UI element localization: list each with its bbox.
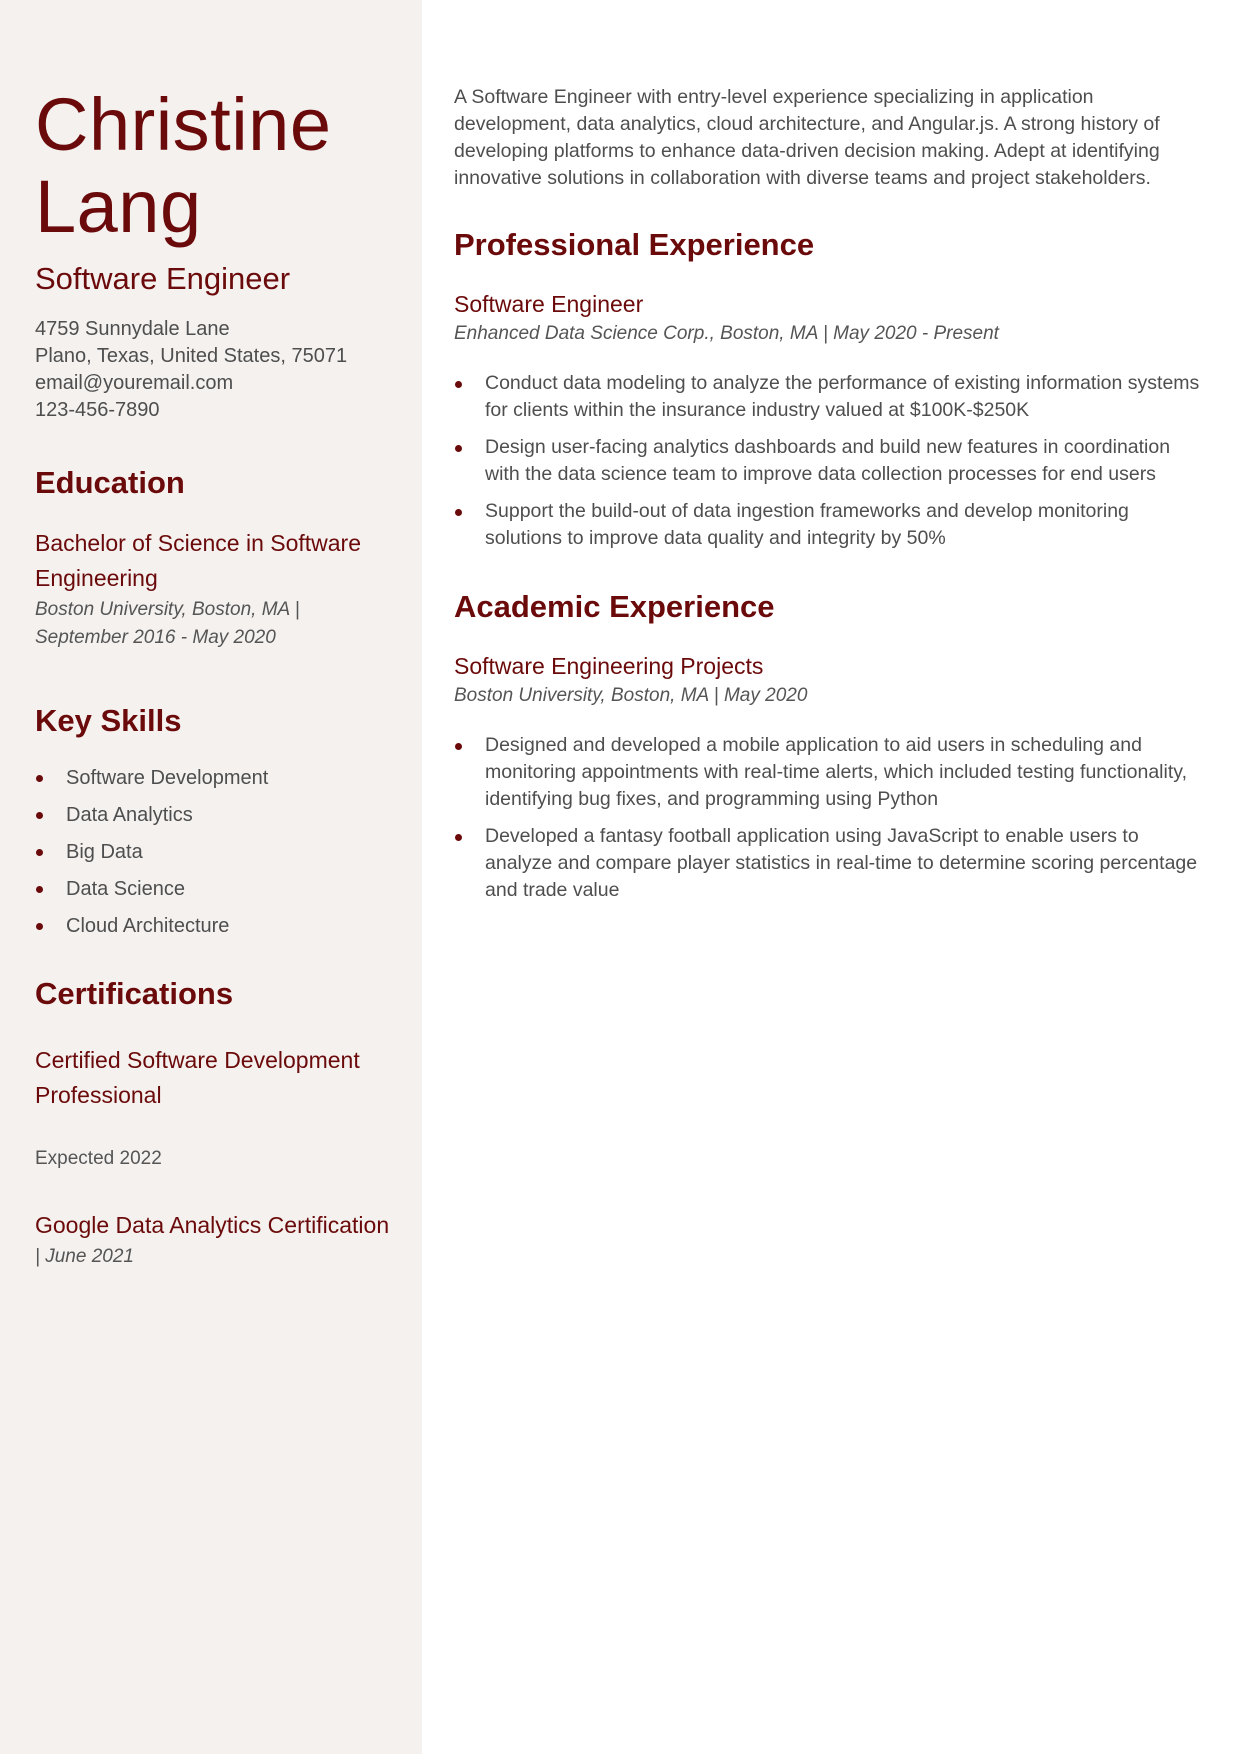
education-degree: Bachelor of Science in Software Engineering — [35, 530, 362, 591]
bullet-item — [454, 434, 1210, 488]
skill-item — [35, 834, 402, 871]
academic-experience-heading: Academic Experience — [454, 589, 775, 624]
job-meta: Enhanced Data Science Corp., Boston, MA | May 2020 - Present — [454, 323, 999, 344]
skill-item — [35, 760, 402, 797]
job-role: Software Engineer — [454, 291, 644, 317]
job-bullets — [454, 370, 1210, 552]
main-content — [422, 0, 1240, 1754]
bullet-icon — [455, 445, 462, 452]
professional-summary: A Software Engineer with entry-level experience specializing in application development, data analytics, cloud architecture, and Angular.js. A strong history of developing platforms to enhance data-driven decision making. Adept at identifying innovative solutions in collaboration with diverse teams and project stakeholders. — [454, 86, 1160, 189]
project-role: Software Engineering Projects — [454, 653, 764, 679]
professional-experience-heading: Professional Experience — [454, 227, 815, 262]
certification-name: Certified Software Development Professional — [35, 1047, 360, 1108]
address-line-1: 4759 Sunnydale Lane — [35, 318, 230, 340]
skills-heading: Key Skills — [35, 703, 182, 738]
job-title: Software Engineer — [35, 261, 291, 296]
skill-item — [35, 797, 402, 834]
bullet-icon — [455, 743, 462, 750]
bullet-item — [454, 823, 1210, 904]
skill-label: Big Data — [66, 841, 143, 863]
project-bullets — [454, 732, 1210, 904]
skills-list — [35, 760, 402, 945]
phone[interactable]: 123-456-7890 — [35, 399, 160, 421]
bullet-icon — [36, 923, 43, 930]
address-line-2: Plano, Texas, United States, 75071 — [35, 345, 348, 367]
bullet-text: Support the build-out of data ingestion frameworks and develop monitoring solutions to improve data quality and integrity by 50% — [485, 500, 1129, 549]
bullet-icon — [36, 849, 43, 856]
skill-label: Data Analytics — [66, 804, 193, 826]
bullet-icon — [36, 812, 43, 819]
bullet-text: Conduct data modeling to analyze the performance of existing information systems for clients within the insurance industry valued at $100K-$250K — [485, 372, 1200, 421]
bullet-icon — [455, 834, 462, 841]
bullet-icon — [455, 381, 462, 388]
bullet-icon — [36, 886, 43, 893]
certification-name: Google Data Analytics Certification — [35, 1212, 390, 1238]
bullet-item — [454, 498, 1210, 552]
skill-label: Cloud Architecture — [66, 915, 230, 937]
education-heading: Education — [35, 465, 185, 500]
candidate-name — [35, 84, 402, 248]
skill-item — [35, 871, 402, 908]
bullet-text: Design user-facing analytics dashboards and build new features in coordination with the data science team to improve data collection processes for end users — [485, 436, 1171, 485]
skill-label: Data Science — [66, 878, 185, 900]
bullet-text: Designed and developed a mobile application to aid users in scheduling and monitoring appointments with real-time alerts, which included testing functionality, identifying bug fixes, and programming using Python — [485, 734, 1187, 810]
bullet-icon — [455, 509, 462, 516]
certification-date: | June 2021 — [35, 1246, 134, 1267]
bullet-item — [454, 732, 1210, 813]
email[interactable]: email@youremail.com — [35, 372, 234, 394]
education-school: Boston University, Boston, MA | — [35, 599, 300, 620]
project-meta: Boston University, Boston, MA | May 2020 — [454, 685, 808, 706]
bullet-text: Developed a fantasy football application using JavaScript to enable users to analyze and compare player statistics in real-time to determine scoring percentage and trade value — [485, 825, 1198, 901]
certifications-heading: Certifications — [35, 976, 234, 1011]
certification-date: Expected 2022 — [35, 1148, 162, 1169]
contact-info — [35, 316, 402, 424]
skill-label: Software Development — [66, 767, 269, 789]
last-name: Lang — [35, 165, 202, 248]
bullet-icon — [36, 775, 43, 782]
first-name: Christine — [35, 83, 332, 166]
skill-item — [35, 908, 402, 945]
sidebar — [0, 0, 422, 1754]
bullet-item — [454, 370, 1210, 424]
education-dates: September 2016 - May 2020 — [35, 627, 276, 648]
